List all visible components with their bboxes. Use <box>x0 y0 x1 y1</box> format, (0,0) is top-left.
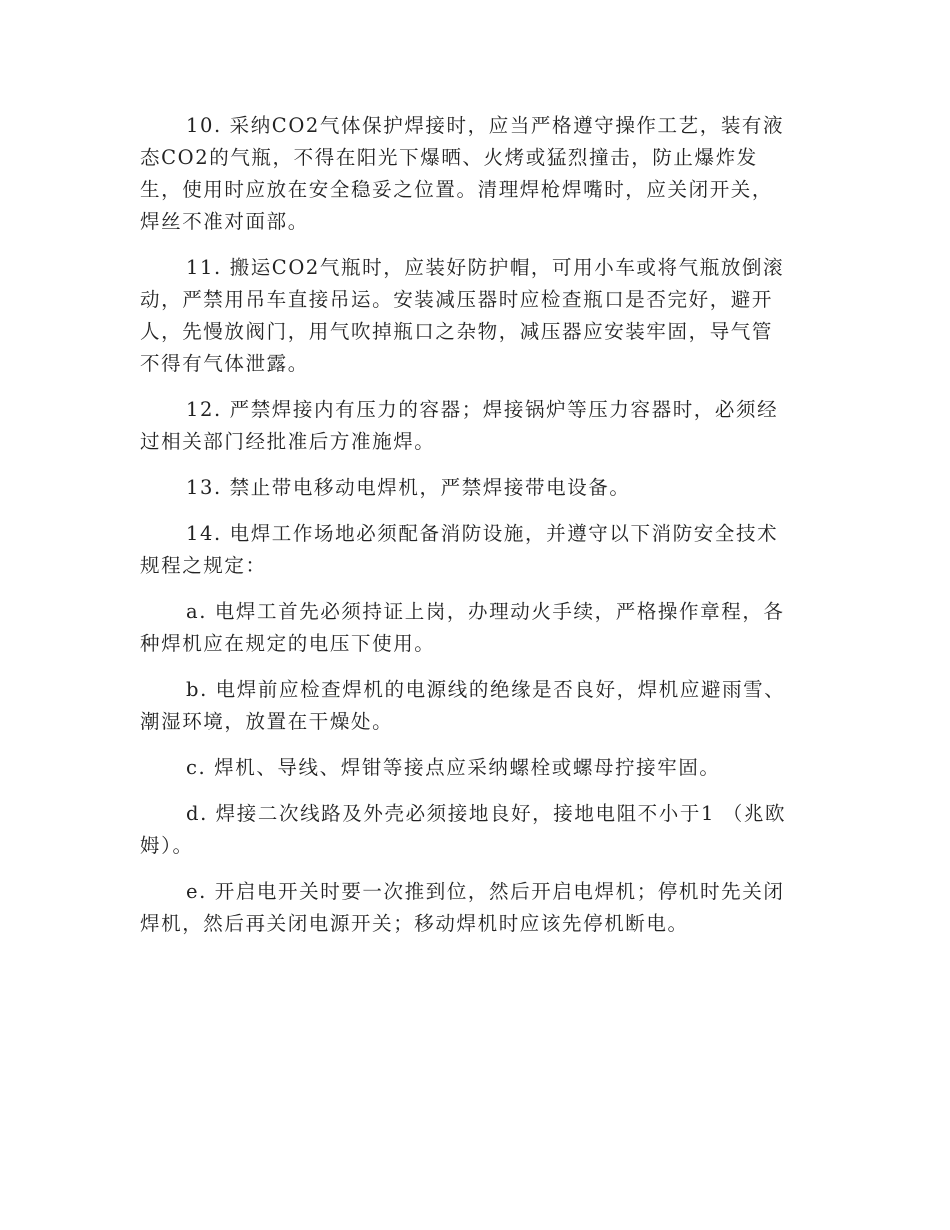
paragraph-c: c. 焊机、导线、焊钳等接点应采纳螺栓或螺母拧接牢固。 <box>186 756 721 779</box>
paragraph-10: 10. 采纳CO2气体保护焊接时，应当严格遵守操作工艺，装有液 态CO2的气瓶，不得在阳光下爆晒、火烤或猛烈撞击，防止爆炸发 生，使用时应放在安全稳妥之位置。清理焊枪焊嘴时，应关闭开关， 焊丝不准对面部。 <box>140 114 785 233</box>
paragraph-e: e. 开启电开关时要一次推到位，然后开启电焊机；停机时先关闭 焊机，然后再关闭电源开关；移动焊机时应该先停机断电。 <box>140 880 785 935</box>
paragraph-a: a. 电焊工首先必须持证上岗，办理动火手续，严格操作章程，各 种焊机应在规定的电压下使用。 <box>140 600 785 655</box>
paragraph-b: b. 电焊前应检查焊机的电源线的绝缘是否良好，焊机应避雨雪、 潮湿环境，放置在干燥处。 <box>140 678 786 733</box>
paragraph-11: 11. 搬运CO2气瓶时，应装好防护帽，可用小车或将气瓶放倒滚 动，严禁用吊车直接吊运。安装减压器时应检查瓶口是否完好，避开 人，先慢放阀门，用气吹掉瓶口之杂物，减压器应安装牢固，导气管 不得有气体泄露。 <box>140 256 785 375</box>
paragraph-12: 12. 严禁焊接内有压力的容器；焊接锅炉等压力容器时，必须经 过相关部门经批准后方准施焊。 <box>140 398 779 453</box>
document-body <box>140 110 810 954</box>
paragraph-14: 14. 电焊工作场地必须配备消防设施，并遵守以下消防安全技术 规程之规定： <box>140 522 779 577</box>
paragraph-d: d. 焊接二次线路及外壳必须接地良好，接地电阻不小于1 （兆欧 姆）。 <box>140 802 787 857</box>
paragraph-13: 13. 禁止带电移动电焊机，严禁焊接带电设备。 <box>186 476 631 499</box>
